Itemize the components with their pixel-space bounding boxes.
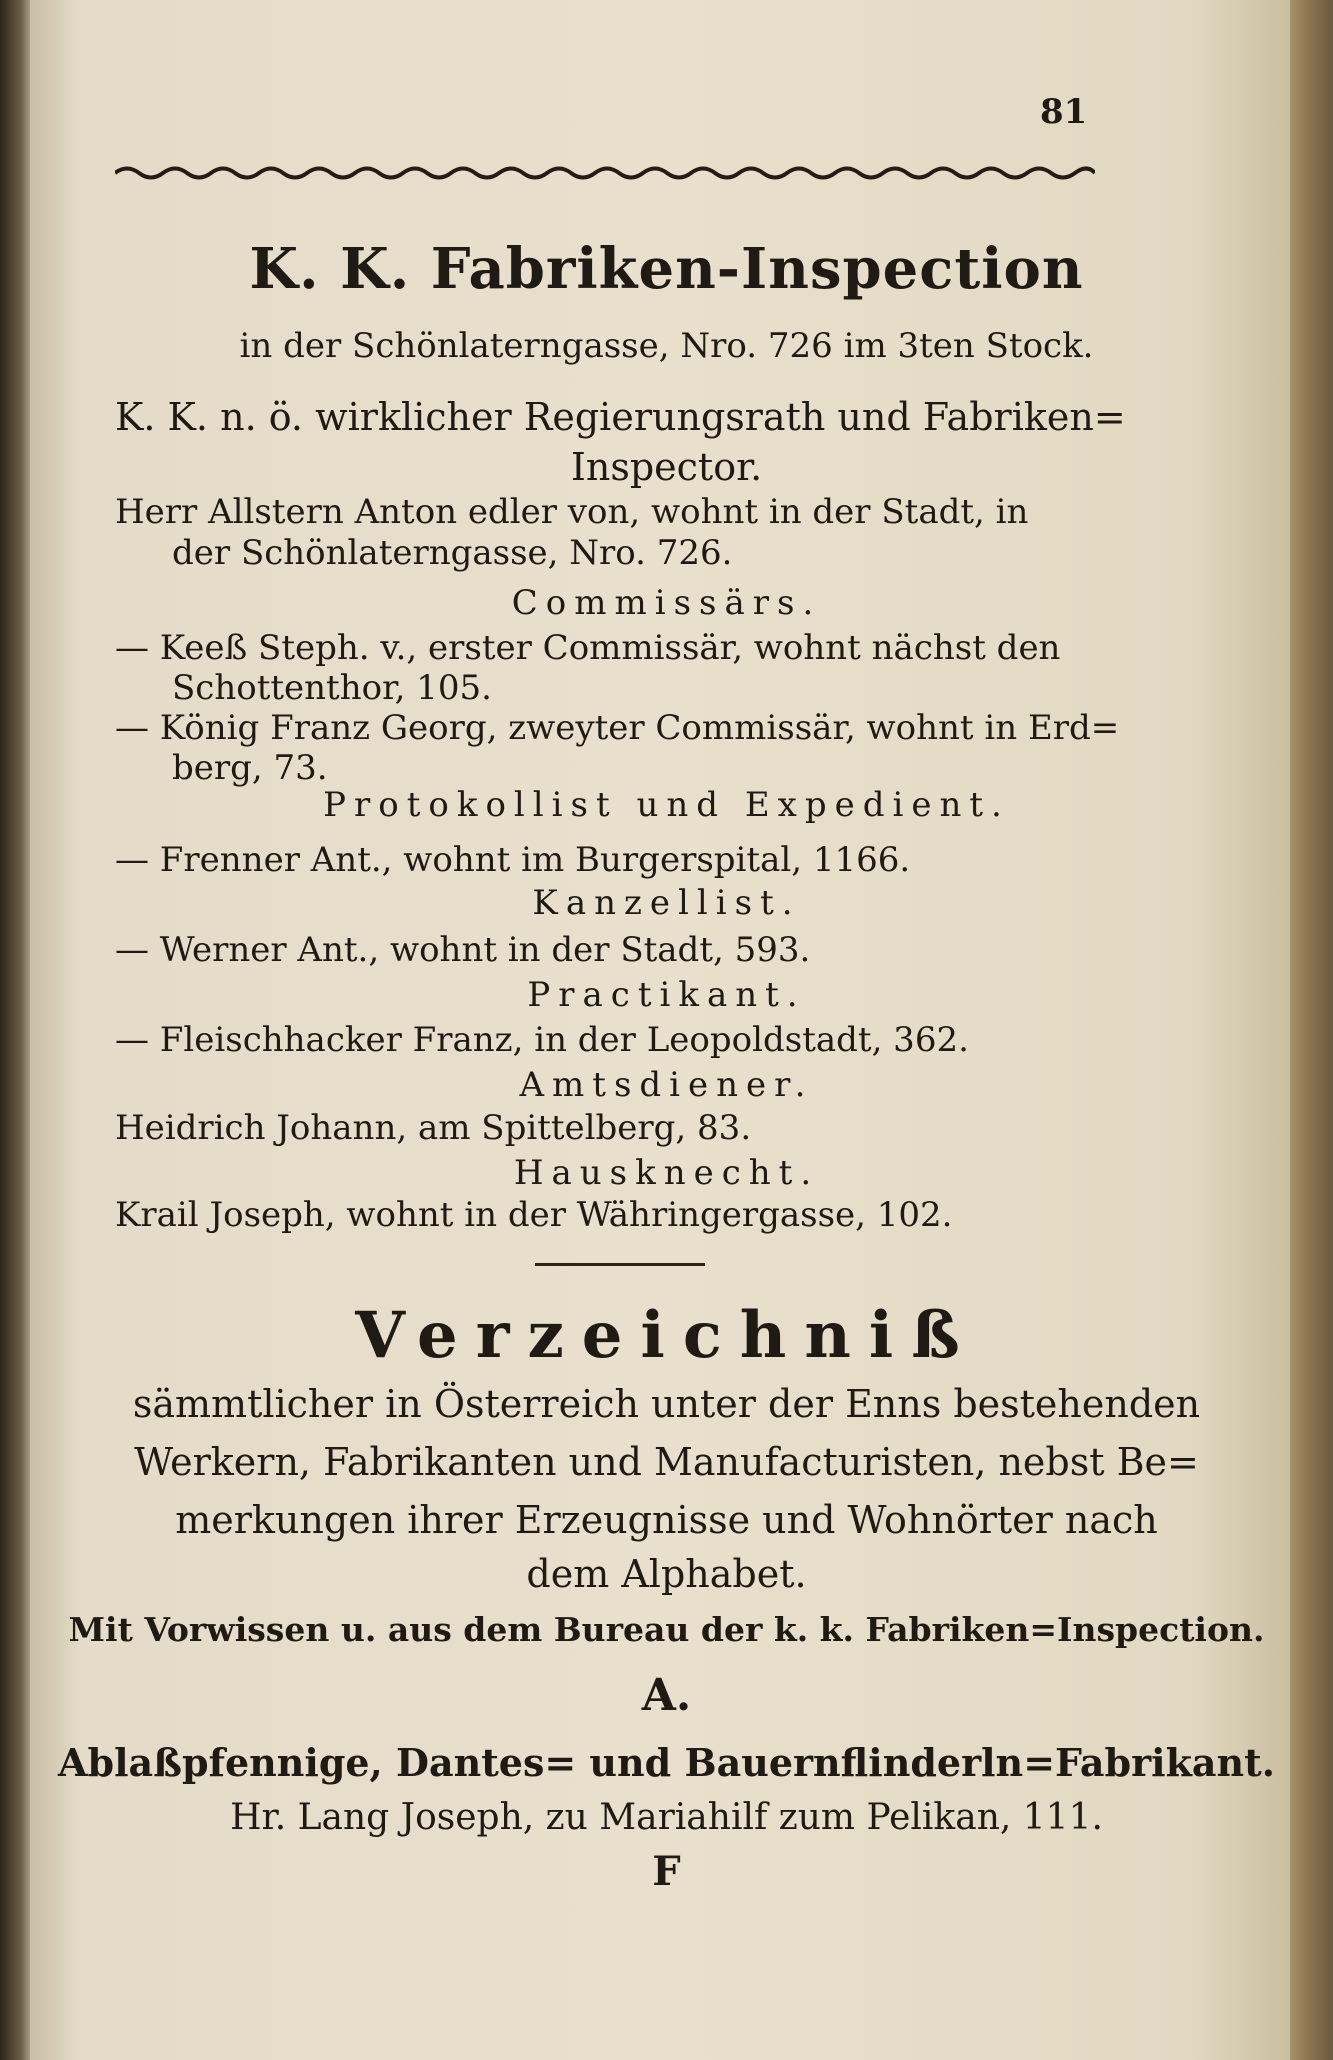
heading-kanzellist: Kanzellist. — [532, 883, 801, 923]
register-desc-line4: dem Alphabet. — [526, 1552, 807, 1596]
entry-frenner: — Frenner Ant., wohnt im Burgerspital, 1166. — [115, 840, 911, 880]
entry-koenig-line2: berg, 73. — [172, 748, 328, 788]
entry-heidrich: Heidrich Johann, am Spittelberg, 83. — [115, 1108, 752, 1148]
catchword: F — [652, 1848, 681, 1895]
entry-lang: Hr. Lang Joseph, zu Mariahilf zum Pelikan, 111. — [230, 1797, 1103, 1838]
register-desc-line1: sämmtlicher in Österreich unter der Enns bestehenden — [132, 1382, 1201, 1426]
section-title: K. K. Fabriken-Inspection — [249, 236, 1084, 302]
register-desc-line3: merkungen ihrer Erzeugnisse und Wohnörter nach — [175, 1498, 1158, 1542]
heading-commissars: Commissärs. — [511, 583, 822, 623]
register-title: Verzeichniß — [355, 1298, 978, 1373]
entry-koenig-line1: — König Franz Georg, zweyter Commissär, wohnt in Erd= — [115, 708, 1120, 748]
heading-practikant: Practikant. — [527, 975, 806, 1015]
entry-allstern-line1: Herr Allstern Anton edler von, wohnt in der Stadt, in — [115, 492, 1029, 532]
register-desc-line2: Werkern, Fabrikanten und Manufacturisten, nebst Be= — [134, 1440, 1199, 1484]
office-address: in der Schönlaterngasse, Nro. 726 im 3ten Stock. — [239, 326, 1094, 366]
office-title-line2: Inspector. — [570, 445, 763, 489]
category-heading: Ablaßpfennige, Dantes= und Bauernflinderln=Fabrikant. — [58, 1740, 1275, 1785]
heading-hausknecht: Hausknecht. — [513, 1153, 820, 1193]
register-note: Mit Vorwissen u. aus dem Bureau der k. k. Fabriken=Inspection. — [68, 1610, 1265, 1649]
office-title-line1: K. K. n. ö. wirklicher Regierungsrath und Fabriken= — [115, 395, 1126, 439]
section-divider — [535, 1263, 705, 1266]
heading-protokollist: Protokollist und Expedient. — [323, 785, 1010, 825]
entry-werner: — Werner Ant., wohnt in der Stadt, 593. — [115, 930, 811, 970]
heading-amtsdiener: Amtsdiener. — [519, 1065, 814, 1105]
entry-fleischhacker: — Fleischhacker Franz, in der Leopoldstadt, 362. — [115, 1020, 969, 1060]
entry-krail: Krail Joseph, wohnt in der Währingergasse, 102. — [115, 1195, 953, 1235]
entry-allstern-line2: der Schönlaterngasse, Nro. 726. — [172, 533, 733, 573]
entry-keess-line1: — Keeß Steph. v., erster Commissär, wohnt nächst den — [115, 628, 1061, 668]
entry-keess-line2: Schottenthor, 105. — [172, 668, 492, 708]
decorative-wave-rule — [115, 162, 1095, 184]
letter-heading: A. — [641, 1670, 692, 1721]
page-number: 81 — [1040, 92, 1088, 132]
